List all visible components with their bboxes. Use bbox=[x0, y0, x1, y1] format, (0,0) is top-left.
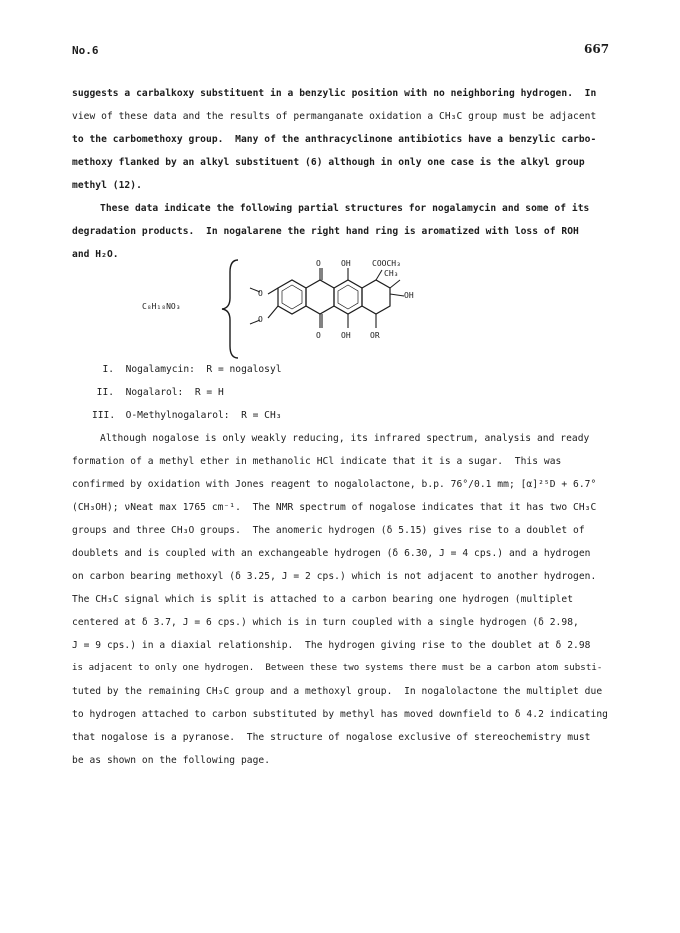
hydroxyl-label: OH bbox=[341, 259, 351, 268]
text-line: centered at δ 3.7, J = 6 cps.) which is in turn coupled with a single hydrogen (δ 2.98, bbox=[72, 617, 579, 628]
text-line: J = 9 cps.) in a diaxial relationship. The hydrogen giving rise to the doublet at δ 2.98 bbox=[72, 640, 591, 651]
text-line: is adjacent to only one hydrogen. Between these two systems there must be a carbon atom substi- bbox=[72, 663, 603, 673]
ring-b bbox=[306, 280, 334, 314]
text-line: to the carbomethoxy group. Many of the anthracyclinone antibiotics have a benzylic carbo- bbox=[72, 134, 597, 145]
issue-number: No.6 bbox=[72, 44, 99, 57]
methyl-label: CH₃ bbox=[384, 269, 399, 278]
text-line: methyl (12). bbox=[72, 180, 142, 191]
oxygen-label: O bbox=[258, 289, 263, 298]
text-line: These data indicate the following partial structures for nogalamycin and some of its bbox=[100, 203, 590, 214]
formula-label: C₈H₁₈NO₃ bbox=[142, 302, 181, 311]
text-line: doublets and is coupled with an exchangeable hydrogen (δ 6.30, J = 4 cps.) and a hydrogen bbox=[72, 548, 591, 559]
oxygen-label: O bbox=[316, 259, 321, 268]
text-line: The CH₃C signal which is split is attached to a carbon bearing one hydrogen (multiplet bbox=[72, 594, 574, 605]
text-line: (CH₃OH); νNeat max 1765 cm⁻¹. The NMR spectrum of nogalose indicates that it has two CH₃C bbox=[72, 502, 597, 513]
ether-label: OR bbox=[370, 331, 380, 340]
text-line: view of these data and the results of permanganate oxidation a CH₃C group must be adjacent bbox=[72, 111, 597, 122]
text-line: suggests a carbalkoxy substituent in a benzylic position with no neighboring hydrogen. In bbox=[72, 88, 597, 99]
text-line: be as shown on the following page. bbox=[72, 755, 271, 766]
oxygen-label: O bbox=[258, 315, 263, 324]
ester-label: COOCH₃ bbox=[372, 259, 401, 268]
hydroxyl-label: OH bbox=[404, 291, 414, 300]
text-line: groups and three CH₃O groups. The anomeric hydrogen (δ 5.15) gives rise to a doublet of bbox=[72, 525, 585, 536]
text-line: and H₂O. bbox=[72, 249, 119, 260]
ring-d bbox=[362, 280, 390, 314]
text-line: tuted by the remaining CH₃C group and a methoxyl group. In nogalolactone the multiplet due bbox=[72, 686, 603, 697]
text-line: methoxy flanked by an alkyl substituent (6) although in only one case is the alkyl group bbox=[72, 157, 585, 168]
compound-item: I. Nogalamycin: R = nogalosyl bbox=[102, 364, 282, 375]
nogalamycin-structure-diagram bbox=[142, 258, 450, 360]
page-number: 667 bbox=[584, 42, 610, 56]
hydroxyl-label: OH bbox=[341, 331, 351, 340]
text-line: confirmed by oxidation with Jones reagent to nogalolactone, b.p. 76°/0.1 mm; [α]²⁵D + 6.7° bbox=[72, 479, 597, 490]
text-line: formation of a methyl ether in methanolic HCl indicate that it is a sugar. This was bbox=[72, 456, 562, 467]
oxygen-label: O bbox=[316, 331, 321, 340]
text-line: Although nogalose is only weakly reducing, its infrared spectrum, analysis and ready bbox=[100, 433, 590, 444]
text-line: degradation products. In nogalarene the right hand ring is aromatized with loss of ROH bbox=[72, 226, 579, 237]
compound-item: II. Nogalarol: R = H bbox=[96, 387, 224, 398]
text-line: to hydrogen attached to carbon substituted by methyl has moved downfield to δ 4.2 indicating bbox=[72, 709, 608, 720]
compound-item: III. O-Methylnogalarol: R = CH₃ bbox=[92, 410, 282, 421]
text-line: that nogalose is a pyranose. The structure of nogalose exclusive of stereochemistry must bbox=[72, 732, 591, 743]
text-line: on carbon bearing methoxyl (δ 3.25, J = 2 cps.) which is not adjacent to another hydrogen. bbox=[72, 571, 597, 582]
brace bbox=[222, 260, 238, 358]
